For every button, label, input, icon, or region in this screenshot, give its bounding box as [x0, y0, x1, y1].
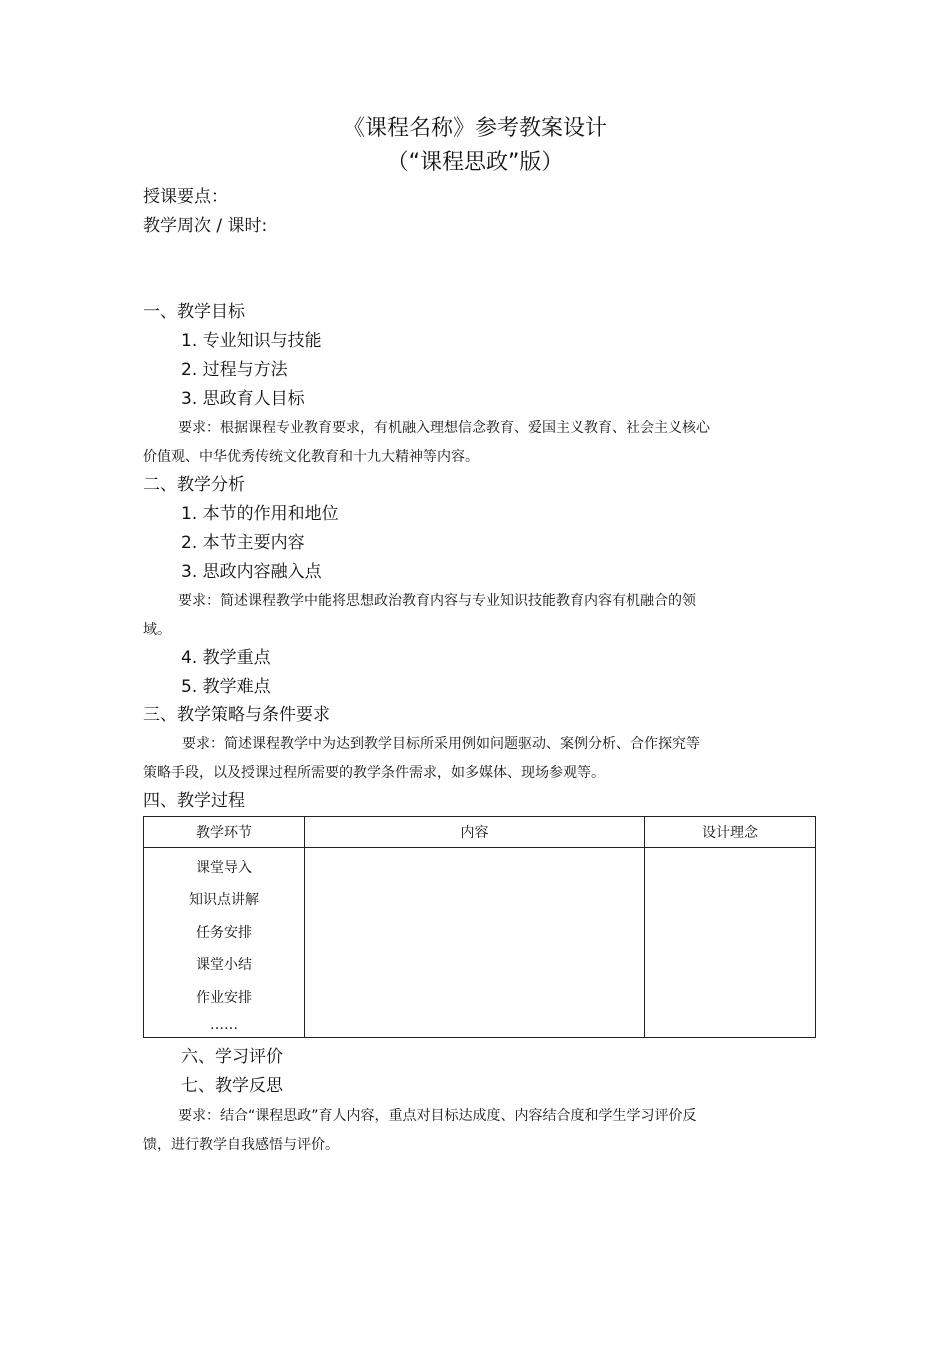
- section-heading-process: 四、教学过程: [143, 791, 245, 811]
- analysis-item: 5. 教学难点: [181, 677, 271, 697]
- reflection-requirement-line2: 馈，进行教学自我感悟与评价。: [143, 1137, 339, 1153]
- analysis-item: 1. 本节的作用和地位: [181, 504, 339, 524]
- objective-item: 3. 思政育人目标: [181, 389, 305, 409]
- teaching-process-table: [143, 816, 816, 1038]
- column-header-design-concept: 设计理念: [645, 817, 816, 848]
- section-heading-reflection: 七、教学反思: [181, 1076, 283, 1096]
- column-header-stage: 教学环节: [144, 817, 305, 848]
- section-heading-evaluation: 六、学习评价: [181, 1047, 283, 1067]
- stage-list-cell: [144, 848, 305, 1038]
- objective-item: 1. 专业知识与技能: [181, 331, 322, 351]
- section-heading-strategy: 三、教学策略与条件要求: [143, 705, 330, 725]
- objectives-requirement-line1: 要求：根据课程专业教育要求，有机融入理想信念教育、爱国主义教育、社会主义核心: [178, 420, 710, 436]
- stage-item-ellipsis: ……: [210, 1016, 238, 1033]
- reflection-requirement-line1: 要求：结合“课程思政”育人内容，重点对目标达成度、内容结合度和学生学习评价反: [178, 1108, 697, 1124]
- objectives-requirement-line2: 价值观、中华优秀传统文化教育和十九大精神等内容。: [143, 449, 479, 465]
- analysis-requirement-line1: 要求：简述课程教学中能将思想政治教育内容与专业知识技能教育内容有机融合的领: [178, 593, 696, 609]
- analysis-item: 3. 思政内容融入点: [181, 562, 322, 582]
- analysis-item: 4. 教学重点: [181, 648, 271, 668]
- stage-item: 课堂小结: [196, 957, 252, 974]
- column-header-content: 内容: [305, 817, 645, 848]
- stage-item: 作业安排: [196, 989, 252, 1006]
- week-hours-label: 教学周次 / 课时:: [143, 216, 268, 236]
- document-subtitle: （“课程思政”版）: [386, 150, 564, 175]
- section-heading-analysis: 二、教学分析: [143, 475, 245, 495]
- stage-item: 课堂导入: [196, 860, 252, 876]
- document-title: 《课程名称》参考教案设计: [342, 116, 607, 141]
- strategy-requirement-line2: 策略手段，以及授课过程所需要的教学条件需求，如多媒体、现场参观等。: [143, 765, 605, 781]
- section-heading-objectives: 一、教学目标: [143, 302, 245, 322]
- analysis-requirement-line2: 域。: [143, 622, 171, 638]
- table-row: [144, 848, 816, 1038]
- objective-item: 2. 过程与方法: [181, 360, 288, 380]
- teaching-points-label: 授课要点：: [143, 187, 228, 207]
- content-cell[interactable]: [305, 848, 645, 1038]
- analysis-item: 2. 本节主要内容: [181, 533, 305, 553]
- strategy-requirement-line1: 要求：简述课程教学中为达到教学目标所采用例如问题驱动、案例分析、合作探究等: [182, 736, 700, 752]
- stage-item: 任务安排: [196, 924, 252, 941]
- table-header-row: [144, 817, 816, 848]
- stage-item: 知识点讲解: [189, 892, 259, 909]
- design-concept-cell[interactable]: [645, 848, 816, 1038]
